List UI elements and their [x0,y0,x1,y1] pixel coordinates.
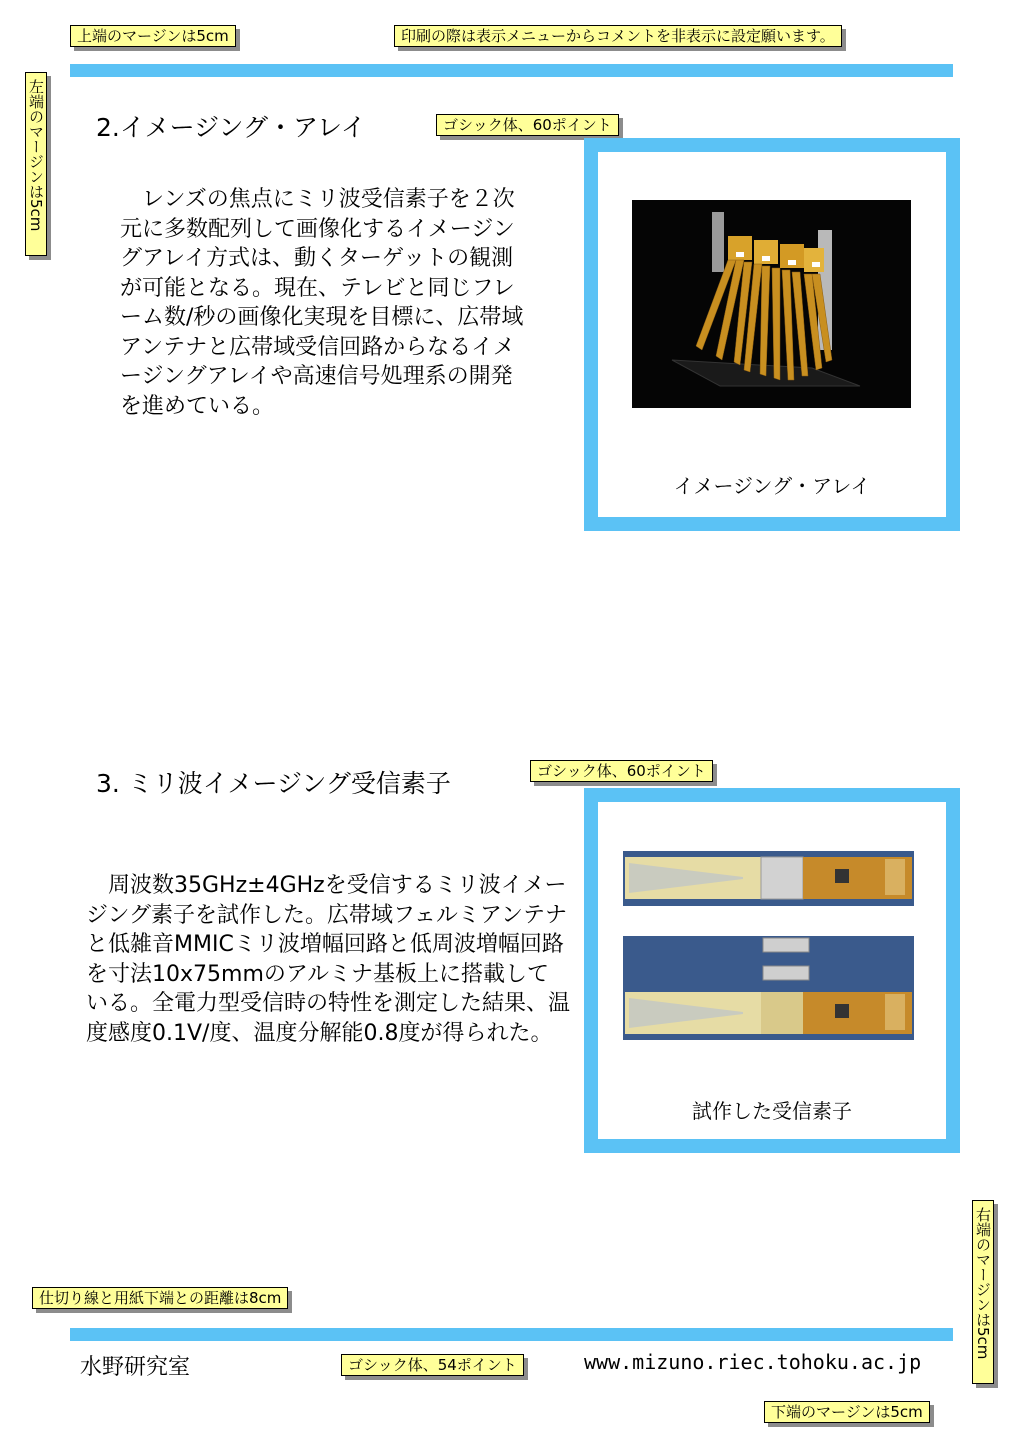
section2-title: 2.イメージング・アレイ [96,113,366,142]
section2-body [120,185,530,421]
imaging-array-illustration [632,200,911,408]
top-divider [70,64,953,77]
section3-caption: 試作した受信素子 [692,1099,852,1123]
section2-paragraph: レンズの焦点にミリ波受信素子を２次元に多数配列して画像化するイメージングアレイ方式は、動くターゲットの観測が可能となる。現在、テレビと同じフレーム数/秒の画像化実現を目標に、広帯域アンテナと広帯域受信回路からなるイメージングアレイや高速信号処理系の開発を進めている。 [120,187,524,419]
top-margin-note: 上端のマージンは5cm [70,25,236,47]
font-hint-note-2: ゴシック体、60ポイント [530,760,713,782]
receiver-element-figure [584,788,960,1153]
receiver-board-illustration-2 [623,936,914,1040]
imaging-array-figure [584,138,960,531]
receiver-board-illustration-1 [623,851,914,906]
footer-lab-name: 水野研究室 [80,1355,191,1380]
receiver-photo-2 [623,936,914,1040]
bottom-margin-note: 下端のマージンは5cm [764,1401,930,1423]
divider-distance-note: 仕切り線と用紙下端との距離は8cm [32,1287,288,1309]
bottom-divider [70,1328,953,1341]
receiver-photo-1 [623,851,914,906]
section2-caption: イメージング・アレイ [673,474,871,498]
footer-font-hint-note: ゴシック体、54ポイント [341,1354,524,1376]
print-hint-note: 印刷の際は表示メニューからコメントを非表示に設定願います。 [394,25,842,47]
section3-title: 3. ミリ波イメージング受信素子 [96,769,451,798]
section3-body [86,871,570,1048]
section3-paragraph: 周波数35GHz±4GHzを受信するミリ波イメージング素子を試作した。広帯域フェルミアンテナと低雑音MMICミリ波増幅回路と低周波増幅回路を寸法10x75mmのアルミナ基板上に搭載している。全電力型受信時の特性を測定した結果、温度感度0.1V/度、温度分解能0.8度が得られた。 [86,873,571,1046]
imaging-array-photo [632,200,911,408]
left-margin-note: 左端のマージンは5cm [25,72,47,256]
font-hint-note-1: ゴシック体、60ポイント [436,114,619,136]
right-margin-note: 右端のマージンは5cm [972,1200,994,1384]
footer-url[interactable]: www.mizuno.riec.tohoku.ac.jp [584,1350,922,1374]
